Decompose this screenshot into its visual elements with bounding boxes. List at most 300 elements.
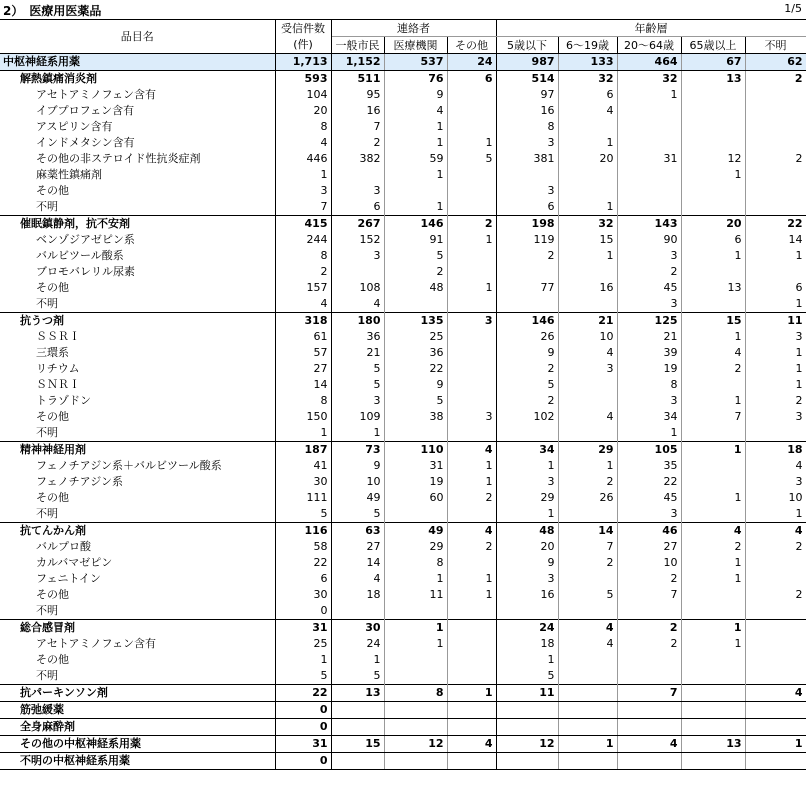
- cell-value: 1: [447, 232, 496, 248]
- cell-value: 514: [496, 71, 558, 88]
- cell-value: 105: [617, 442, 681, 459]
- cell-value: [447, 620, 496, 637]
- cell-value: 3: [447, 313, 496, 330]
- cell-value: 1: [745, 377, 806, 393]
- cell-value: 18: [745, 442, 806, 459]
- table-row: [0, 167, 806, 183]
- table-row: [0, 652, 806, 668]
- cell-value: 6: [681, 232, 745, 248]
- cell-value: 318: [275, 313, 331, 330]
- row-name: その他の非ステロイド性抗炎症剤: [0, 151, 275, 167]
- cell-value: 3: [617, 248, 681, 264]
- table-row: [0, 555, 806, 571]
- cell-value: 4: [558, 409, 617, 425]
- cell-value: [617, 652, 681, 668]
- cell-value: 59: [384, 151, 447, 167]
- cell-value: 45: [617, 280, 681, 296]
- row-name: 不明: [0, 603, 275, 620]
- cell-value: [496, 167, 558, 183]
- cell-value: [558, 719, 617, 736]
- cell-value: 95: [331, 87, 384, 103]
- cell-value: [384, 702, 447, 719]
- cell-value: 3: [745, 329, 806, 345]
- row-name: 不明の中枢神経系用薬: [0, 753, 275, 770]
- cell-value: [496, 719, 558, 736]
- cell-value: 104: [275, 87, 331, 103]
- row-name: トラゾドン: [0, 393, 275, 409]
- cell-value: 16: [496, 103, 558, 119]
- cell-value: 4: [331, 296, 384, 313]
- row-name: リチウム: [0, 361, 275, 377]
- cell-value: [331, 167, 384, 183]
- cell-value: 2: [558, 474, 617, 490]
- cell-value: 4: [745, 685, 806, 702]
- cell-value: 18: [331, 587, 384, 603]
- header-age-6-19: 6～19歳: [558, 37, 617, 54]
- cell-value: 60: [384, 490, 447, 506]
- cell-value: [745, 425, 806, 442]
- cell-value: 267: [331, 216, 384, 233]
- cell-value: 109: [331, 409, 384, 425]
- cell-value: 31: [275, 736, 331, 753]
- cell-value: 20: [275, 103, 331, 119]
- cell-value: [558, 668, 617, 685]
- cell-value: 21: [558, 313, 617, 330]
- cell-value: [617, 167, 681, 183]
- cell-value: 2: [496, 248, 558, 264]
- cell-value: 7: [558, 539, 617, 555]
- cell-value: 24: [496, 620, 558, 637]
- cell-value: 0: [275, 753, 331, 770]
- cell-value: 32: [558, 216, 617, 233]
- cell-value: 415: [275, 216, 331, 233]
- cell-value: [558, 183, 617, 199]
- cell-value: 34: [496, 442, 558, 459]
- cell-value: 1: [275, 652, 331, 668]
- cell-value: 76: [384, 71, 447, 88]
- cell-value: [447, 702, 496, 719]
- table-row: [0, 587, 806, 603]
- table-row: [0, 232, 806, 248]
- table-row: [0, 87, 806, 103]
- cell-value: [745, 199, 806, 216]
- cell-value: 1: [558, 199, 617, 216]
- table-row: [0, 361, 806, 377]
- cell-value: 22: [275, 555, 331, 571]
- row-name: 抗てんかん剤: [0, 523, 275, 540]
- cell-value: 2: [745, 587, 806, 603]
- cell-value: [447, 636, 496, 652]
- cell-value: [496, 702, 558, 719]
- cell-value: 4: [384, 103, 447, 119]
- cell-value: 25: [275, 636, 331, 652]
- cell-value: 5: [447, 151, 496, 167]
- cell-value: 1: [447, 280, 496, 296]
- cell-value: 19: [617, 361, 681, 377]
- subcategory-row: [0, 71, 806, 88]
- cell-value: 6: [496, 199, 558, 216]
- cell-value: 2: [681, 539, 745, 555]
- cell-value: [681, 702, 745, 719]
- cell-value: [447, 361, 496, 377]
- drug-inquiry-table: [0, 19, 806, 770]
- cell-value: 116: [275, 523, 331, 540]
- cell-value: 464: [617, 54, 681, 71]
- cell-value: 46: [617, 523, 681, 540]
- cell-value: [447, 719, 496, 736]
- table-row: [0, 183, 806, 199]
- row-name: その他: [0, 280, 275, 296]
- cell-value: 1: [681, 442, 745, 459]
- cell-value: [384, 668, 447, 685]
- subcategory-row: [0, 685, 806, 702]
- table-row: [0, 329, 806, 345]
- cell-value: 2: [617, 264, 681, 280]
- cell-value: 4: [447, 736, 496, 753]
- cell-value: 20: [496, 539, 558, 555]
- cell-value: [745, 620, 806, 637]
- cell-value: 16: [496, 587, 558, 603]
- cell-value: 32: [617, 71, 681, 88]
- cell-value: 4: [558, 620, 617, 637]
- cell-value: [617, 183, 681, 199]
- cell-value: [617, 603, 681, 620]
- cell-value: 1: [496, 458, 558, 474]
- row-name: その他の中枢神経系用薬: [0, 736, 275, 753]
- cell-value: 1: [681, 248, 745, 264]
- cell-value: 987: [496, 54, 558, 71]
- cell-value: [384, 506, 447, 523]
- cell-value: 18: [496, 636, 558, 652]
- cell-value: 41: [275, 458, 331, 474]
- cell-value: [496, 425, 558, 442]
- cell-value: 24: [331, 636, 384, 652]
- cell-value: [745, 668, 806, 685]
- cell-value: 1: [681, 636, 745, 652]
- cell-value: 6: [558, 87, 617, 103]
- cell-value: 27: [331, 539, 384, 555]
- row-name: 不明: [0, 199, 275, 216]
- table-row: [0, 135, 806, 151]
- cell-value: 3: [496, 474, 558, 490]
- cell-value: [681, 719, 745, 736]
- table-row: [0, 425, 806, 442]
- cell-value: 13: [681, 71, 745, 88]
- cell-value: [681, 506, 745, 523]
- cell-value: 157: [275, 280, 331, 296]
- header-item-name: 品目名: [0, 20, 275, 54]
- table-row: [0, 490, 806, 506]
- row-name: その他: [0, 587, 275, 603]
- cell-value: [558, 652, 617, 668]
- cell-value: 180: [331, 313, 384, 330]
- cell-value: 146: [496, 313, 558, 330]
- cell-value: [558, 296, 617, 313]
- table-row: [0, 248, 806, 264]
- cell-value: [617, 753, 681, 770]
- cell-value: [681, 652, 745, 668]
- cell-value: 38: [384, 409, 447, 425]
- header-contact-other: その他: [447, 37, 496, 54]
- table-row: [0, 458, 806, 474]
- row-name: 精神神経用剤: [0, 442, 275, 459]
- subcategory-row: [0, 702, 806, 719]
- cell-value: [447, 425, 496, 442]
- cell-value: [617, 103, 681, 119]
- cell-value: [745, 719, 806, 736]
- cell-value: 3: [331, 248, 384, 264]
- header-age-under5: 5歳以下: [496, 37, 558, 54]
- table-row: [0, 571, 806, 587]
- row-name: アスピリン含有: [0, 119, 275, 135]
- cell-value: [558, 571, 617, 587]
- cell-value: [447, 345, 496, 361]
- row-name: 不明: [0, 296, 275, 313]
- cell-value: [681, 474, 745, 490]
- cell-value: 49: [384, 523, 447, 540]
- cell-value: 16: [558, 280, 617, 296]
- cell-value: 1: [275, 425, 331, 442]
- cell-value: 31: [384, 458, 447, 474]
- cell-value: [558, 425, 617, 442]
- cell-value: [745, 702, 806, 719]
- cell-value: 3: [496, 135, 558, 151]
- cell-value: 97: [496, 87, 558, 103]
- row-name: 不明: [0, 668, 275, 685]
- row-name: フェニトイン: [0, 571, 275, 587]
- cell-value: 10: [558, 329, 617, 345]
- cell-value: 4: [558, 103, 617, 119]
- cell-value: 13: [331, 685, 384, 702]
- cell-value: 152: [331, 232, 384, 248]
- cell-value: 20: [681, 216, 745, 233]
- cell-value: 2: [331, 135, 384, 151]
- cell-value: 3: [745, 474, 806, 490]
- cell-value: [447, 377, 496, 393]
- cell-value: 10: [745, 490, 806, 506]
- table-row: [0, 668, 806, 685]
- cell-value: [447, 296, 496, 313]
- table-row: [0, 119, 806, 135]
- cell-value: [745, 264, 806, 280]
- cell-value: 9: [496, 555, 558, 571]
- table-row: [0, 539, 806, 555]
- cell-value: 27: [617, 539, 681, 555]
- cell-value: 5: [275, 506, 331, 523]
- cell-value: [331, 753, 384, 770]
- subcategory-row: [0, 753, 806, 770]
- cell-value: 61: [275, 329, 331, 345]
- cell-value: 382: [331, 151, 384, 167]
- cell-value: [617, 702, 681, 719]
- cell-value: [384, 425, 447, 442]
- cell-value: 77: [496, 280, 558, 296]
- subcategory-row: [0, 523, 806, 540]
- cell-value: 511: [331, 71, 384, 88]
- cell-value: 31: [617, 151, 681, 167]
- header-contact-public: 一般市民: [331, 37, 384, 54]
- cell-value: [447, 248, 496, 264]
- cell-value: 3: [275, 183, 331, 199]
- table-row: [0, 603, 806, 620]
- row-name: 麻薬性鎮痛剤: [0, 167, 275, 183]
- cell-value: 119: [496, 232, 558, 248]
- table-row: [0, 474, 806, 490]
- cell-value: 2: [745, 71, 806, 88]
- cell-value: 1: [617, 425, 681, 442]
- cell-value: 21: [617, 329, 681, 345]
- cell-value: 4: [681, 523, 745, 540]
- cell-value: 3: [447, 409, 496, 425]
- cell-value: 5: [496, 668, 558, 685]
- cell-value: 5: [331, 377, 384, 393]
- cell-value: [447, 167, 496, 183]
- cell-value: 6: [447, 71, 496, 88]
- cell-value: [447, 753, 496, 770]
- cell-value: [558, 603, 617, 620]
- row-name: その他: [0, 490, 275, 506]
- cell-value: 62: [745, 54, 806, 71]
- cell-value: 2: [558, 555, 617, 571]
- row-name: 中枢神経系用薬: [0, 54, 275, 71]
- cell-value: 2: [617, 571, 681, 587]
- cell-value: 1: [681, 167, 745, 183]
- cell-value: [745, 603, 806, 620]
- subcategory-row: [0, 719, 806, 736]
- cell-value: 30: [331, 620, 384, 637]
- row-name: 不明: [0, 506, 275, 523]
- cell-value: 1: [384, 135, 447, 151]
- cell-value: 26: [558, 490, 617, 506]
- cell-value: 11: [496, 685, 558, 702]
- cell-value: 22: [275, 685, 331, 702]
- cell-value: 15: [681, 313, 745, 330]
- cell-value: 32: [558, 71, 617, 88]
- cell-value: 3: [331, 393, 384, 409]
- subcategory-row: [0, 736, 806, 753]
- cell-value: 8: [275, 248, 331, 264]
- cell-value: 15: [331, 736, 384, 753]
- cell-value: 1: [558, 248, 617, 264]
- cell-value: 102: [496, 409, 558, 425]
- cell-value: 1: [447, 135, 496, 151]
- table-row: [0, 377, 806, 393]
- cell-value: 110: [384, 442, 447, 459]
- cell-value: 31: [275, 620, 331, 637]
- cell-value: 14: [558, 523, 617, 540]
- row-name: その他: [0, 183, 275, 199]
- cell-value: [558, 167, 617, 183]
- cell-value: [558, 702, 617, 719]
- row-name: 全身麻酔剤: [0, 719, 275, 736]
- cell-value: [745, 555, 806, 571]
- cell-value: 7: [617, 587, 681, 603]
- page-number: 1/5: [784, 2, 802, 15]
- cell-value: 5: [331, 506, 384, 523]
- cell-value: 91: [384, 232, 447, 248]
- table-row: [0, 151, 806, 167]
- cell-value: 1: [681, 555, 745, 571]
- header-age-65plus: 65歳以上: [681, 37, 745, 54]
- cell-value: [558, 377, 617, 393]
- cell-value: [681, 183, 745, 199]
- cell-value: 1: [745, 248, 806, 264]
- cell-value: 48: [384, 280, 447, 296]
- cell-value: 1: [496, 506, 558, 523]
- category-total-row: [0, 54, 806, 71]
- cell-value: 537: [384, 54, 447, 71]
- cell-value: 24: [447, 54, 496, 71]
- cell-value: 135: [384, 313, 447, 330]
- cell-value: 63: [331, 523, 384, 540]
- cell-value: [447, 668, 496, 685]
- cell-value: 14: [275, 377, 331, 393]
- cell-value: 10: [331, 474, 384, 490]
- header-contact-medical: 医療機関: [384, 37, 447, 54]
- cell-value: [331, 702, 384, 719]
- cell-value: 2: [745, 151, 806, 167]
- cell-value: 3: [496, 183, 558, 199]
- cell-value: 593: [275, 71, 331, 88]
- cell-value: 1: [447, 685, 496, 702]
- cell-value: [617, 199, 681, 216]
- cell-value: 2: [275, 264, 331, 280]
- cell-value: [745, 753, 806, 770]
- cell-value: 1: [558, 458, 617, 474]
- cell-value: 48: [496, 523, 558, 540]
- table-row: [0, 296, 806, 313]
- cell-value: 12: [496, 736, 558, 753]
- cell-value: 4: [617, 736, 681, 753]
- cell-value: [447, 393, 496, 409]
- cell-value: 5: [384, 393, 447, 409]
- cell-value: 29: [558, 442, 617, 459]
- cell-value: 1: [275, 167, 331, 183]
- cell-value: 1,713: [275, 54, 331, 71]
- cell-value: 8: [275, 119, 331, 135]
- cell-value: 5: [275, 668, 331, 685]
- cell-value: 150: [275, 409, 331, 425]
- row-name: フェノチアジン系＋バルビツール酸系: [0, 458, 275, 474]
- cell-value: 6: [275, 571, 331, 587]
- cell-value: 9: [384, 87, 447, 103]
- cell-value: 4: [275, 135, 331, 151]
- cell-value: 8: [496, 119, 558, 135]
- cell-value: 90: [617, 232, 681, 248]
- cell-value: 446: [275, 151, 331, 167]
- row-name: フェノチアジン系: [0, 474, 275, 490]
- row-name: インドメタシン含有: [0, 135, 275, 151]
- cell-value: 1: [447, 458, 496, 474]
- cell-value: 2: [745, 539, 806, 555]
- table-row: [0, 264, 806, 280]
- row-name: 抗うつ剤: [0, 313, 275, 330]
- header-received: 受信件数: [275, 20, 331, 37]
- cell-value: [496, 753, 558, 770]
- cell-value: 36: [331, 329, 384, 345]
- cell-value: 244: [275, 232, 331, 248]
- row-name: ＳＮＲＩ: [0, 377, 275, 393]
- cell-value: 2: [681, 361, 745, 377]
- cell-value: [681, 458, 745, 474]
- cell-value: 30: [275, 474, 331, 490]
- cell-value: 7: [275, 199, 331, 216]
- cell-value: [384, 183, 447, 199]
- cell-value: [681, 135, 745, 151]
- cell-value: [331, 719, 384, 736]
- table-row: [0, 409, 806, 425]
- cell-value: 29: [384, 539, 447, 555]
